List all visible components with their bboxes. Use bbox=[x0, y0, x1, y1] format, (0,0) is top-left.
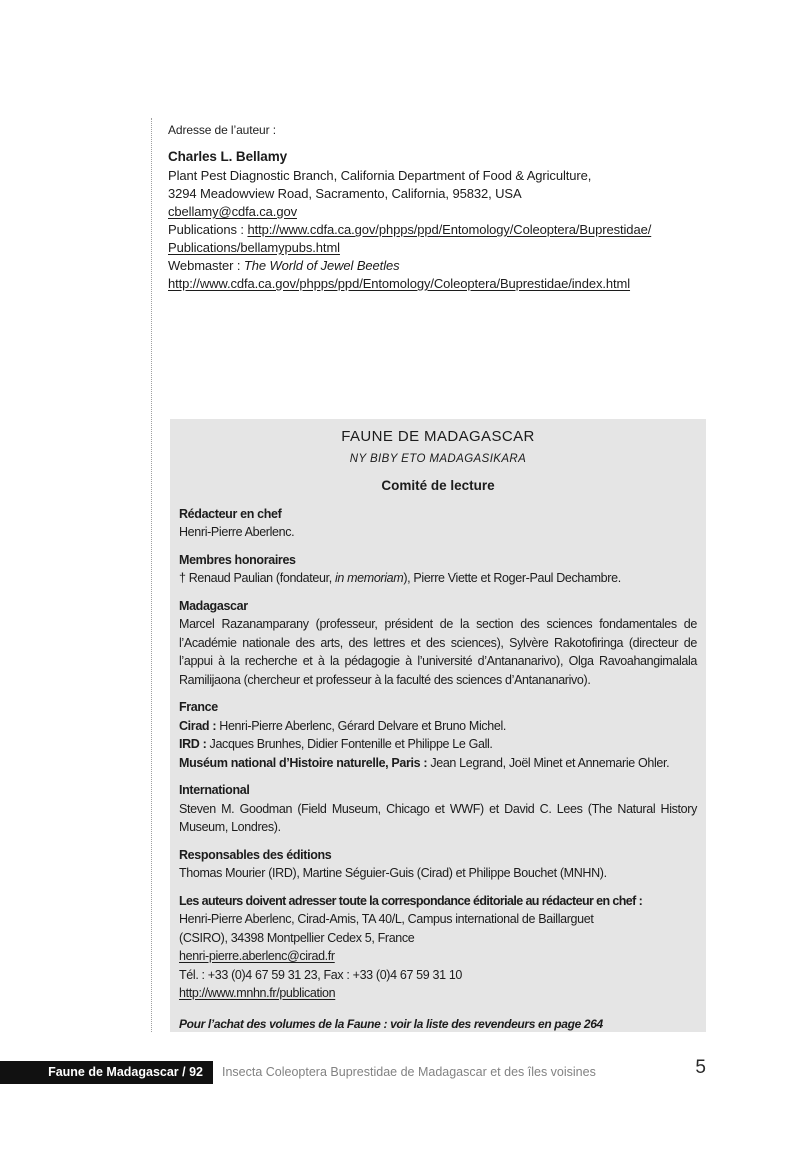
france-item-mnhn bbox=[179, 754, 697, 773]
section-honorary-body bbox=[179, 569, 697, 588]
france-item-ird bbox=[179, 735, 697, 754]
purchase-note: Pour l’achat des volumes de la Faune : voir la liste des revendeurs en page 264 bbox=[179, 1016, 603, 1031]
section-honorary bbox=[179, 551, 697, 588]
publication-site-link[interactable]: http://www.mnhn.fr/publication bbox=[179, 986, 336, 1000]
committee-box bbox=[170, 419, 706, 1032]
section-honorary-heading: Membres honoraires bbox=[179, 552, 296, 567]
publications-line bbox=[168, 221, 788, 239]
section-editions-body: Thomas Mourier (IRD), Martine Séguier-Guis (Cirad) et Philippe Bouchet (MNHN). bbox=[179, 866, 607, 880]
webmaster-site-title: The World of Jewel Beetles bbox=[243, 258, 400, 273]
footer-series-badge: Faune de Madagascar / 92 bbox=[0, 1061, 213, 1084]
section-france-heading: France bbox=[179, 700, 218, 714]
correspondence-heading: Les auteurs doivent adresser toute la correspondance éditoriale au rédacteur en chef : bbox=[179, 893, 643, 908]
section-editions-heading: Responsables des éditions bbox=[179, 847, 332, 862]
section-international-body: Steven M. Goodman (Field Museum, Chicago et WWF) et David C. Lees (The Natural History Museum, Londres). bbox=[179, 801, 697, 834]
france-item-mnhn-label: Muséum national d’Histoire naturelle, Paris : bbox=[179, 755, 428, 770]
france-item-cirad-text: Henri-Pierre Aberlenc, Gérard Delvare et Bruno Michel. bbox=[216, 718, 507, 733]
webmaster-line bbox=[168, 257, 788, 275]
section-correspondence bbox=[179, 892, 697, 1003]
section-madagascar-heading: Madagascar bbox=[179, 598, 248, 613]
honorary-body-suffix: ), Pierre Viette et Roger-Paul Dechambre. bbox=[403, 571, 621, 585]
correspondence-phone-line: Tél. : +33 (0)4 67 59 31 23, Fax : +33 (0)4 67 59 31 10 bbox=[179, 967, 463, 982]
section-madagascar-body: Marcel Razanamparany (professeur, président de la section des sciences fondamentales de l’Académie nationale des arts, des lettres et des sciences), Sylvère Rakotofiringa (directeur de l’appui à la recherche et à la pédagogie à l’université d’Antananarivo), Olga Ravoahangimalala Ramilijaona (chercheur et professeur à la faculté des sciences d’Antananarivo). bbox=[179, 617, 697, 687]
author-address-block bbox=[168, 121, 788, 293]
page-number: 5 bbox=[695, 1057, 706, 1078]
honorary-body-italic: in memoriam bbox=[334, 571, 404, 585]
correspondence-line-2: (CSIRO), 34398 Montpellier Cedex 5, France bbox=[179, 930, 415, 945]
box-title: FAUNE DE MADAGASCAR bbox=[341, 428, 535, 445]
france-item-cirad bbox=[179, 717, 697, 736]
publications-link-part2[interactable]: Publications/bellamypubs.html bbox=[168, 240, 340, 255]
address-line-2: 3294 Meadowview Road, Sacramento, California, 95832, USA bbox=[168, 186, 522, 201]
publications-link-part1[interactable]: http://www.cdfa.ca.gov/phpps/ppd/Entomology/Coleoptera/Buprestidae/ bbox=[247, 222, 652, 237]
honorary-body-prefix: † Renaud Paulian (fondateur, bbox=[179, 571, 335, 585]
address-line-1: Plant Pest Diagnostic Branch, California Department of Food & Agriculture, bbox=[168, 168, 592, 183]
section-international-heading: International bbox=[179, 783, 250, 797]
address-intro-label: Adresse de l’auteur : bbox=[168, 123, 276, 137]
france-item-mnhn-text: Jean Legrand, Joël Minet et Annemarie Ohler. bbox=[427, 755, 670, 770]
correspondence-email-link[interactable]: henri-pierre.aberlenc@cirad.fr bbox=[179, 949, 335, 963]
webmaster-label: Webmaster : bbox=[168, 258, 244, 273]
france-item-cirad-label: Cirad : bbox=[179, 718, 217, 733]
author-name: Charles L. Bellamy bbox=[168, 149, 288, 164]
section-international bbox=[179, 781, 697, 837]
france-item-ird-text: Jacques Brunhes, Didier Fontenille et Philippe Le Gall. bbox=[206, 737, 493, 751]
author-email-line bbox=[168, 203, 788, 221]
website-link[interactable]: http://www.cdfa.ca.gov/phpps/ppd/Entomology/Coleoptera/Buprestidae/index.html bbox=[168, 276, 631, 291]
website-line bbox=[168, 275, 788, 293]
correspondence-line-1: Henri-Pierre Aberlenc, Cirad-Amis, TA 40/L, Campus international de Baillarguet bbox=[179, 912, 594, 926]
section-editions bbox=[179, 846, 697, 883]
margin-dotted-line bbox=[151, 118, 152, 1032]
section-editor bbox=[179, 505, 697, 542]
correspondence-url-line bbox=[179, 984, 697, 1003]
footer-subtitle: Insecta Coleoptera Buprestidae de Madagascar et des îles voisines bbox=[222, 1065, 596, 1079]
france-item-ird-label: IRD : bbox=[179, 737, 207, 751]
reading-committee-heading: Comité de lecture bbox=[381, 478, 495, 493]
box-subtitle: NY BIBY ETO MADAGASIKARA bbox=[349, 452, 527, 465]
section-editor-heading: Rédacteur en chef bbox=[179, 506, 282, 521]
publications-label: Publications : bbox=[168, 222, 248, 237]
section-editor-body: Henri-Pierre Aberlenc. bbox=[179, 525, 295, 539]
correspondence-email-line bbox=[179, 947, 697, 966]
publications-line-2 bbox=[168, 239, 788, 257]
section-madagascar bbox=[179, 597, 697, 690]
section-france bbox=[179, 698, 697, 772]
author-email-link[interactable]: cbellamy@cdfa.ca.gov bbox=[168, 204, 297, 219]
